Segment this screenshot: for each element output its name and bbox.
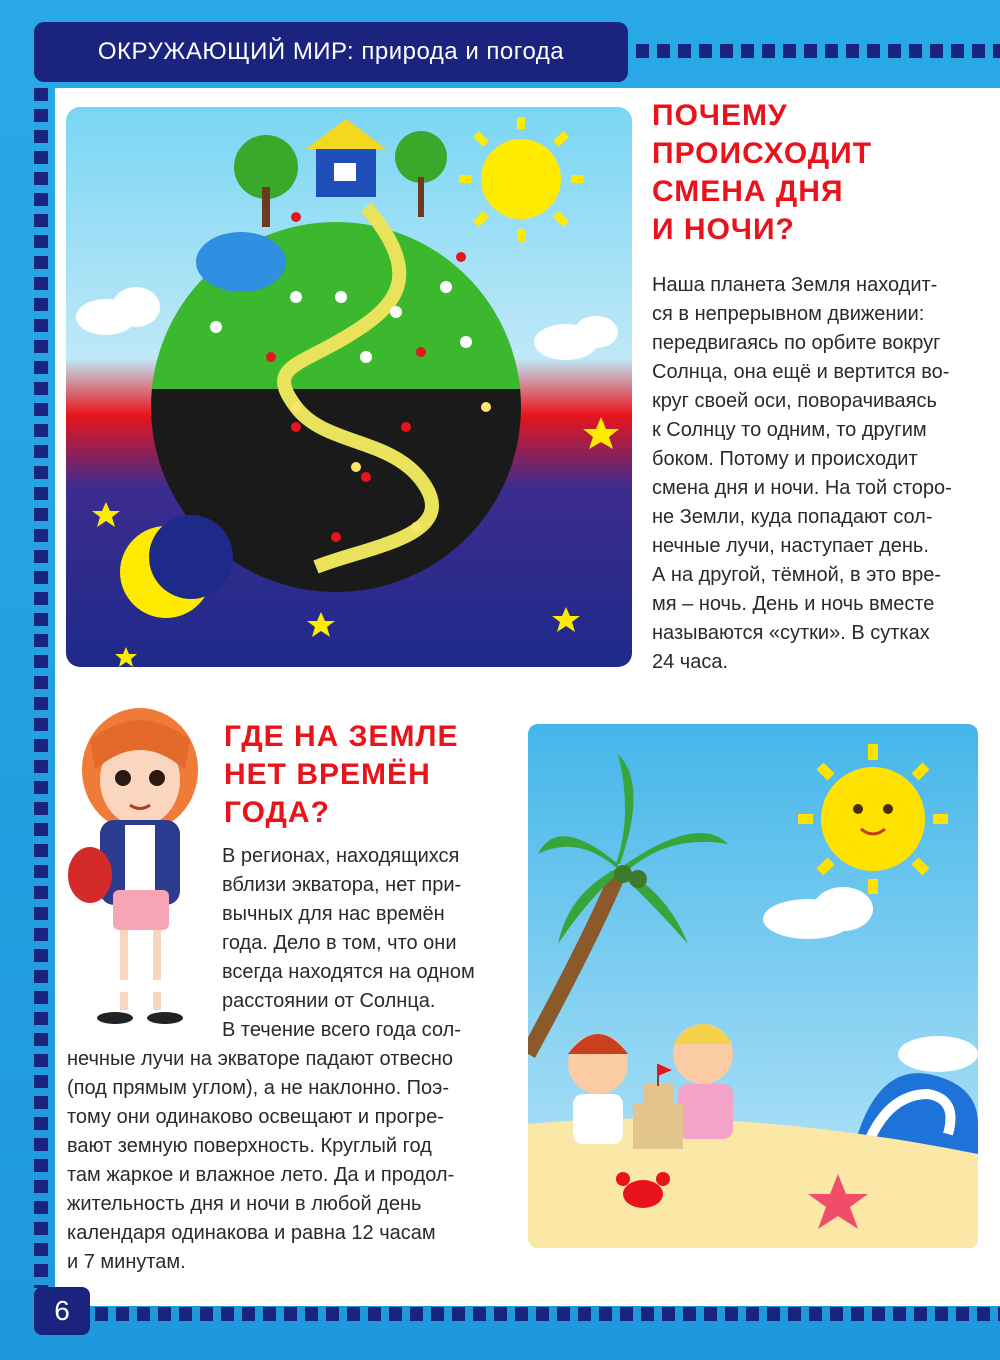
- section2-body-line: расстоянии от Солнца.: [222, 990, 436, 1012]
- section2-body-line: нечные лучи на экваторе падают отвесно: [67, 1048, 454, 1070]
- beach-illustration: [528, 724, 978, 1248]
- section1-body-line: к Солнцу то одним, то другим: [652, 419, 927, 441]
- section1-body-line: ся в непрерывном движении:: [652, 303, 925, 325]
- section1-title-line: И НОЧИ?: [652, 213, 795, 246]
- section1-body-line: Наша планета Земля находит-: [652, 274, 938, 296]
- section2-body-line: В течение всего года сол-: [222, 1019, 461, 1041]
- section1-body-line: смена дня и ночи. На той сторо-: [652, 477, 952, 499]
- section2-body-line: и 7 минутам.: [67, 1251, 186, 1273]
- section1-body-line: боком. Потому и происходит: [652, 448, 918, 470]
- section2-body-line: года. Дело в том, что они: [222, 932, 457, 954]
- section2-body-line: В регионах, находящихся: [222, 845, 460, 867]
- section1-body-line: не Земли, куда попадают сол-: [652, 506, 933, 528]
- page-number-label: 6: [54, 1295, 70, 1326]
- section1-body-line: круг своей оси, поворачиваясь: [652, 390, 937, 412]
- day-night-globe-illustration: [66, 107, 632, 667]
- section2-body-line: вают земную поверхность. Круглый год: [67, 1135, 432, 1157]
- section1-body-line: передвигаясь по орбите вокруг: [652, 332, 941, 354]
- section2-body-line: (под прямым углом), а не наклонно. Поэ-: [67, 1077, 450, 1099]
- section2-body-line: там жаркое и влажное лето. Да и продол-: [67, 1164, 455, 1186]
- section1-body-line: 24 часа.: [652, 651, 729, 673]
- section1-title-line: СМЕНА ДНЯ: [652, 175, 844, 208]
- section1-body-line: А на другой, тёмной, в это вре-: [652, 564, 942, 586]
- section2-title-line: ГДЕ НА ЗЕМЛЕ: [224, 720, 459, 753]
- section2-body-line: вблизи экватора, нет при-: [222, 874, 462, 896]
- girl-illustration: [65, 700, 215, 1030]
- page-number: [34, 1287, 90, 1335]
- section1-body-line: нечные лучи, наступает день.: [652, 535, 929, 557]
- section1-title-line: ПРОИСХОДИТ: [652, 137, 873, 170]
- section2-body-bottom: [67, 1045, 522, 1277]
- section2-title-line: НЕТ ВРЕМЁН: [224, 758, 431, 791]
- section2-body-line: всегда находятся на одном: [222, 961, 475, 983]
- section2-body-line: жительность дня и ночи в любой день: [67, 1193, 422, 1215]
- section2-title-line: ГОДА?: [224, 796, 330, 829]
- section2-title: [224, 718, 459, 832]
- decorative-squares-bottom: [95, 1307, 1000, 1321]
- section1-title: [652, 97, 872, 249]
- section1-title-line: ПОЧЕМУ: [652, 99, 788, 132]
- section1-body-line: Солнца, она ещё и вертится во-: [652, 361, 950, 383]
- section1-body-line: называются «сутки». В сутках: [652, 622, 930, 644]
- header-title: ОКРУЖАЮЩИЙ МИР: природа и погода: [97, 38, 565, 65]
- section2-body-top: [222, 842, 522, 1045]
- section2-body-line: календаря одинакова и равна 12 часам: [67, 1222, 436, 1244]
- decorative-squares-left: [34, 88, 48, 1288]
- section1-body: [652, 271, 997, 677]
- section1-body-line: мя – ночь. День и ночь вместе: [652, 593, 935, 615]
- decorative-squares-top: [636, 44, 1000, 58]
- section2-body-line: вычных для нас времён: [222, 903, 445, 925]
- section2-body-line: тому они одинаково освещают и прогре-: [67, 1106, 444, 1128]
- page-header: [34, 22, 628, 82]
